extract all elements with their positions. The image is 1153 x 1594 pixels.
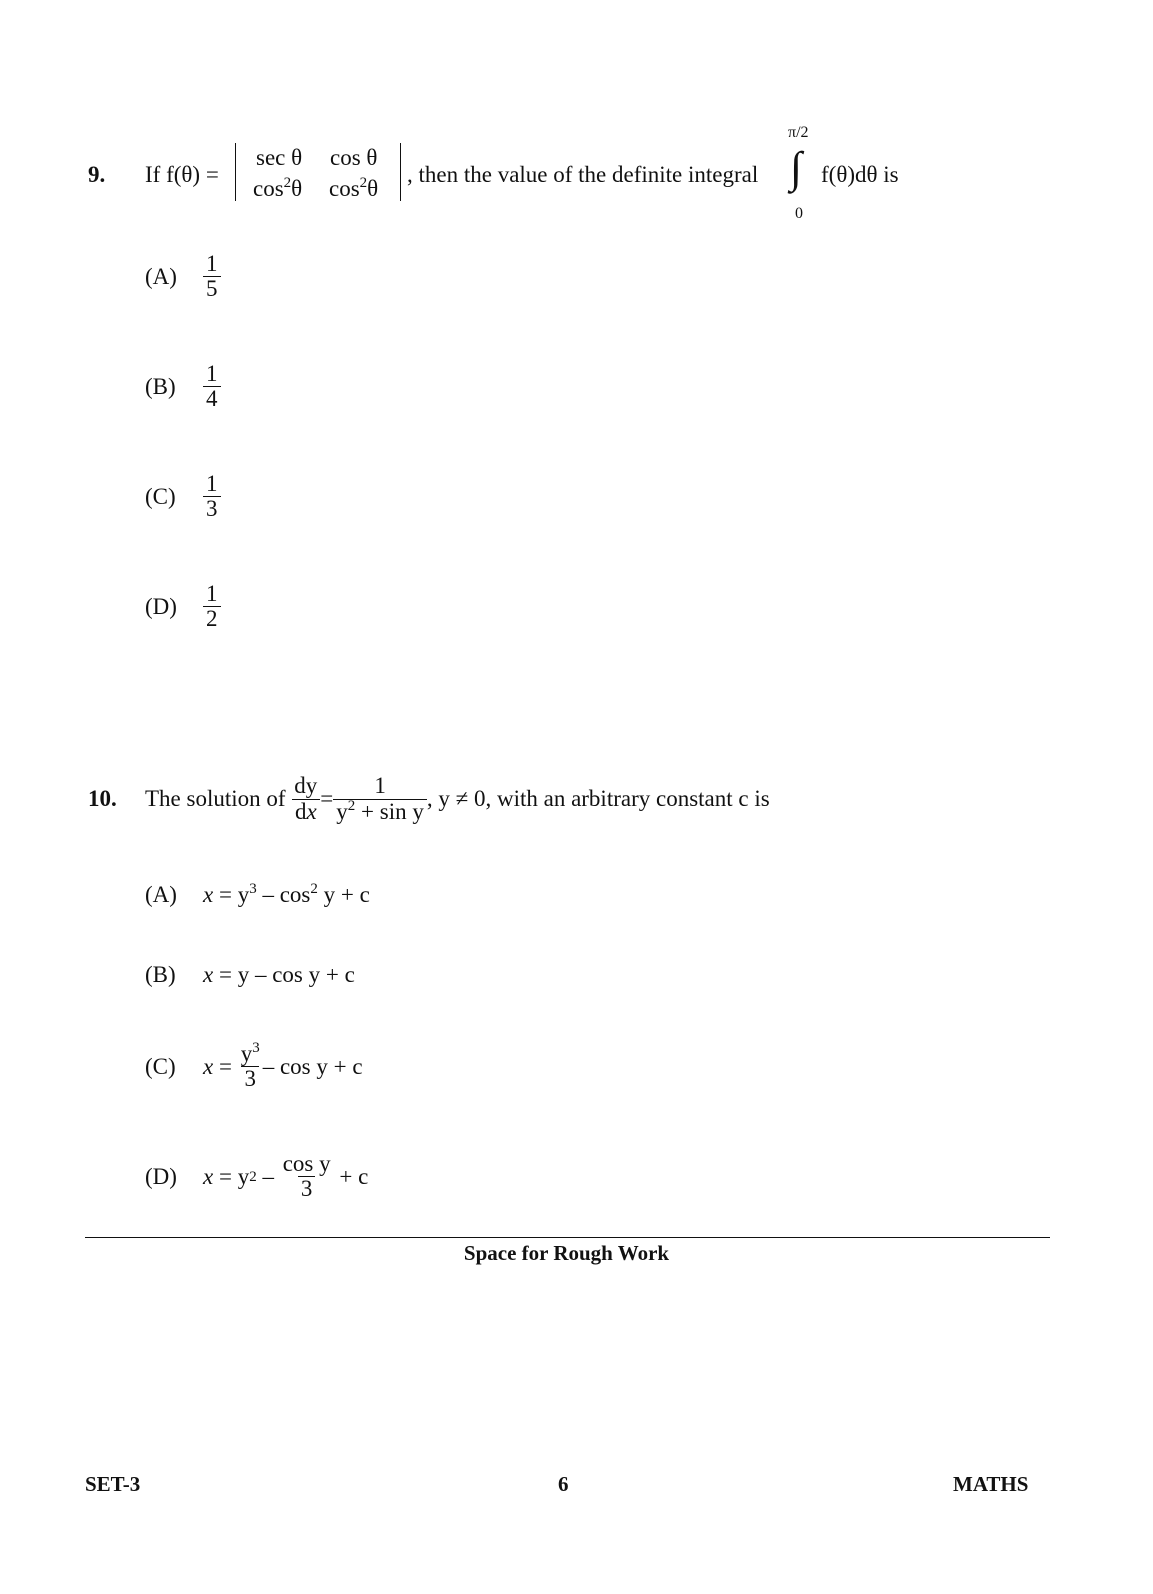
- q9-option-b[interactable]: [145, 362, 221, 411]
- q9-option-d[interactable]: [145, 582, 221, 631]
- determinant: [235, 143, 401, 201]
- question-10-prefix: The solution of: [145, 786, 286, 811]
- det-b: cos θ: [330, 145, 378, 170]
- question-10-tail: , y ≠ 0, with an arbitrary constant c is: [426, 786, 770, 811]
- option-expression: x = $\frac{y^3}{3}$ – cos y + c: [203, 1040, 363, 1092]
- divider-line: [85, 1237, 1050, 1238]
- option-expression: x = y 2 – $\frac{\text{cos y}}{3}$ + c: [203, 1151, 369, 1202]
- question-9-tail: f(θ)dθ is: [821, 162, 899, 187]
- option-label: (B): [145, 962, 176, 987]
- fraction: $\frac{\text{cos y}}{3}$: [282, 1151, 331, 1202]
- option-label: (A): [145, 882, 177, 907]
- option-label: (C): [145, 1053, 176, 1079]
- q9-option-c[interactable]: [145, 472, 221, 521]
- fraction: $\frac{1}{2}$: [203, 582, 221, 631]
- question-10-stem: [145, 768, 770, 830]
- fraction: $\frac{1}{5}$: [203, 252, 221, 301]
- rough-work-heading: Space for Rough Work: [463, 1241, 670, 1265]
- q10-option-a[interactable]: [145, 882, 370, 908]
- q10-option-c[interactable]: [145, 1042, 363, 1091]
- derivative-fraction: $\frac{dy}{dx}$: [291, 774, 320, 823]
- option-label: (C): [145, 483, 176, 509]
- fraction: $\frac{1}{3}$: [203, 472, 221, 521]
- fraction: $\frac{y^3}{3}$: [240, 1040, 260, 1092]
- integral-lower-limit: 0: [795, 205, 803, 222]
- rhs-fraction: $\frac{1}{y^2 + \sin y}$: [333, 774, 427, 823]
- det-d: $\cos^2\theta$: [329, 175, 379, 201]
- option-label: (D): [145, 593, 177, 619]
- option-expression: $x = y^3 - \cos^2 y + c$: [203, 881, 370, 907]
- question-9-number: 9.: [88, 162, 106, 187]
- q10-option-d[interactable]: [145, 1152, 368, 1201]
- footer-set: SET-3: [85, 1472, 141, 1496]
- option-expression: x = y – cos y + c: [203, 962, 355, 987]
- question-10-number: 10.: [88, 786, 117, 811]
- q9-option-a[interactable]: [145, 252, 221, 301]
- footer-subject: MATHS: [953, 1472, 1029, 1496]
- integral-sign: ∫: [790, 143, 803, 192]
- question-9-mid: , then the value of the definite integral: [407, 162, 759, 187]
- question-9-prefix: If f(θ) =: [145, 162, 219, 187]
- page-number: 6: [558, 1472, 569, 1496]
- det-a: sec θ: [256, 145, 303, 170]
- det-c: $\cos^2\theta$: [253, 175, 303, 201]
- option-label: (A): [145, 263, 177, 289]
- option-label: (B): [145, 373, 176, 399]
- equals-sign: =: [320, 786, 334, 811]
- integral-upper-limit: π/2: [788, 124, 809, 141]
- q10-option-b[interactable]: [145, 962, 355, 988]
- fraction: $\frac{1}{4}$: [203, 362, 221, 411]
- option-label: (D): [145, 1163, 177, 1189]
